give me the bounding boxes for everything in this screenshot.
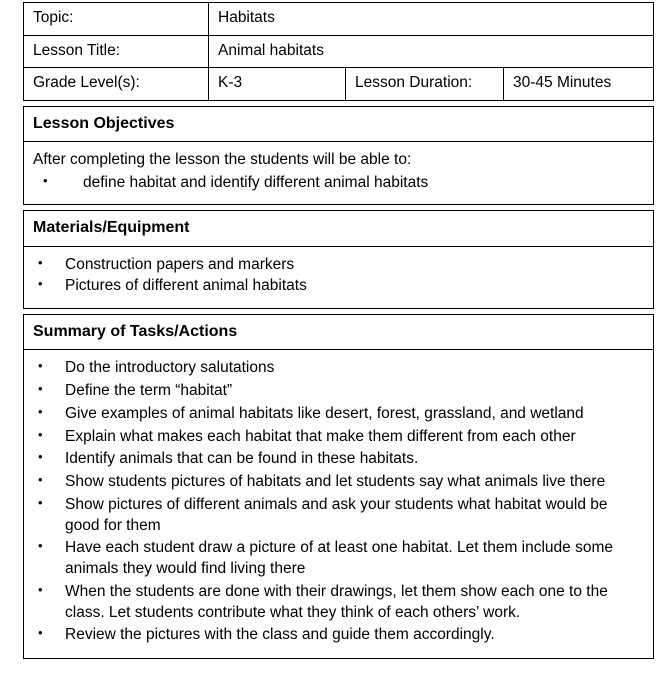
list-item: • define habitat and identify different animal habitats — [33, 173, 644, 194]
list-item: • Construction papers and markers — [33, 255, 644, 276]
list-item: • Review the pictures with the class and guide them accordingly. — [33, 625, 644, 646]
lesson-plan-document — [23, 2, 652, 659]
lesson-title-value: Animal habitats — [218, 41, 324, 59]
table-row-lesson-title — [24, 36, 653, 69]
materials-equipment-body — [24, 247, 653, 309]
lesson-objectives-section — [23, 106, 654, 206]
grade-level-value: K-3 — [209, 68, 346, 100]
list-item: • When the students are done with their drawings, let them show each one to the class. Let students contribute what they think of each others’ work. — [33, 582, 644, 624]
summary-tasks-section — [23, 314, 654, 659]
lesson-info-table — [23, 2, 654, 101]
topic-value: Habitats — [218, 9, 275, 26]
list-item: • Show students pictures of habitats and let students say what animals live there — [33, 472, 644, 493]
list-item: • Identify animals that can be found in these habitats. — [33, 449, 644, 470]
materials-equipment-heading: Materials/Equipment — [24, 211, 653, 246]
lesson-duration-label: Lesson Duration: — [346, 68, 504, 100]
lesson-duration-value: 30-45 Minutes — [513, 74, 612, 92]
objectives-intro-text: After completing the lesson the students will be able to: — [33, 150, 412, 168]
grade-level-label: Grade Level(s): — [24, 68, 209, 100]
lesson-objectives-body — [24, 142, 653, 204]
list-item: • Give examples of animal habitats like desert, forest, grassland, and wetland — [33, 404, 644, 425]
table-row-grade-duration — [24, 68, 653, 100]
list-item: • Define the term “habitat” — [33, 381, 644, 402]
summary-tasks-heading: Summary of Tasks/Actions — [24, 315, 653, 350]
summary-tasks-list — [33, 358, 644, 646]
table-row-topic — [24, 3, 653, 36]
topic-label: Topic: — [24, 3, 209, 35]
list-item: • Do the introductory salutations — [33, 358, 644, 379]
objectives-list — [33, 173, 644, 194]
summary-tasks-body — [24, 350, 653, 658]
list-item: • Pictures of different animal habitats — [33, 276, 644, 297]
materials-list — [33, 255, 644, 298]
list-item: • Show pictures of different animals and ask your students what habitat would be good for them — [33, 495, 644, 537]
lesson-objectives-heading: Lesson Objectives — [24, 107, 653, 142]
lesson-title-label: Lesson Title: — [24, 36, 209, 68]
list-item: • Explain what makes each habitat that make them different from each other — [33, 427, 644, 448]
materials-equipment-section — [23, 210, 654, 309]
list-item: • Have each student draw a picture of at least one habitat. Let them include some animals they would find living there — [33, 538, 644, 580]
